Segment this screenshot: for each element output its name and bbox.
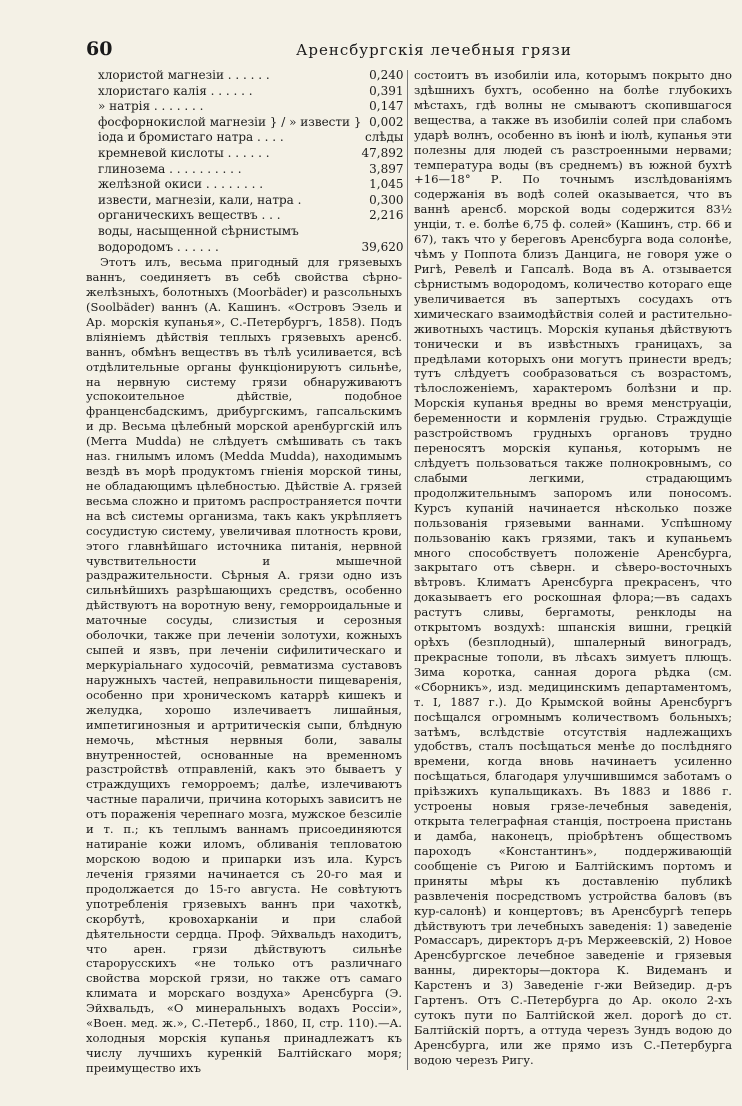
analysis-name: глинозема . . . . . . . . . . — [98, 161, 242, 176]
table-row — [98, 68, 421, 84]
analysis-value: 39,620 — [361, 239, 404, 254]
table-row — [98, 99, 421, 115]
table-row — [98, 162, 421, 178]
analysis-name: кремневой кислоты . . . . . . — [98, 145, 270, 160]
analysis-value: 0,300 — [369, 192, 404, 207]
column-divider — [407, 70, 408, 1070]
body-text-right: состоитъ въ изобиліи ила, которымъ покрыто дно здѣшнихъ бухтъ, особенно на болѣе глубокихъ мѣстахъ, гдѣ волны не смываютъ скопившагося вещества, а также въ изобиліи солей при слабомъ ударѣ волнъ, особенно въ іюнѣ и іюлѣ, купанья эти полезны для людей съ разстроенными нервами; температура воды (въ среднемъ) въ южной бухтѣ +16—18° Р. По точнымъ изслѣдованіямъ содержанія въ водѣ солей оказывается, что въ ваннѣ аренсб. морской воды содержится 83½ унціи, т. е. болѣе 6,75 ф. солей» (Кашинъ, стр. 66 и 67), такъ что у береговъ Аренсбурга вода солонѣе, чѣмъ у Поппота близъ Данцига, не говоря уже о Ригѣ, Ревелѣ и Гапсалѣ. Вода въ А. отзывается сѣрнистымъ водородомъ, количество котораго еще увеличивается въ запертыхъ сосудахъ отъ химическаго взаимодѣйствія солей и растительно-животныхъ частицъ. Морскія купанья дѣйствуютъ тонически и въ извѣстныхъ границахъ, за предѣлами которыхъ они могутъ принести вредъ; тутъ слѣдуетъ сообразоваться съ возрастомъ, тѣлосложеніемъ, характеромъ болѣзни и пр. Морскія купанья вредны во время менструаціи, беременности и кормленія грудью. Страждущіе разстройствомъ грудныхъ органовъ трудно переносятъ морскія купанья, которымъ не слѣдуетъ пользоваться также полнокровнымъ, со слабыми легкими, страдающимъ продолжительнымъ запоромъ или поносомъ. Курсъ купаній начинается нѣсколько позже пользованія грязевыми ваннами. Успѣшному пользованію какъ грязями, такъ и купаньемъ много способствуетъ положеніе Аренсбурга, закрытаго отъ сѣверн. и сѣверо-восточныхъ вѣтровъ. Климатъ Аренсбурга прекрасенъ, что доказываетъ его роскошная флора;—въ садахъ растутъ сливы, бергамоты, ренклоды на открытомъ воздухѣ: шпанскія вишни, грецкій орѣхъ (безплодный), шпалерный виноградъ, прекрасные тополи, въ лѣсахъ зимуетъ плющъ. Зима коротка, санная дорога рѣдка (см. «Сборникъ», изд. медицинскимъ департаментомъ, т. I, 1887 г.). До Крымской войны Аренсбургъ посѣщался огромнымъ количествомъ больныхъ; затѣмъ, вслѣдствіе отсутствія надлежащихъ удобствъ, сталъ посѣщаться менѣе до послѣдняго времени, когда вновь начинаетъ усиленно посѣщаться, благодаря улучшившимся заботамъ о пріѣзжихъ купальщикахъ. Въ 1883 и 1886 г. устроены новыя грязе-лечебныя заведенія, открыта телеграфная станція, построена пристань и дамба, наконецъ, пріобрѣтенъ обществомъ пароходъ «Константинъ», поддерживающій сообщеніе съ Ригою и Балтійскимъ портомъ и приняты мѣры къ доставленію публикѣ развлеченія посредствомъ устройства баловъ (въ кур-салонѣ) и концертовъ; въ Аренсбургѣ теперь дѣйствуютъ три лечебныхъ заведенія: 1) заведеніе Ромассаръ, директоръ д-ръ Мержеевскій, 2) Новое Аренсбургское лечебное заведеніе и грязевыя ванны, директоры—доктора К. Видеманъ и Карстенъ и 3) Заведеніе г-жи Вейзедир. д-ръ Гартенъ. Отъ С.-Петербурга до Ар. около 2-хъ сутокъ пути по Балтійской жел. дорогѣ до ст. Балтійскій портъ, а оттуда черезъ Зундъ водою до Аренсбурга, или же прямо изъ С.-Петербурга водою черезъ Ригу. — [414, 68, 732, 1067]
analysis-name: іода и бромистаго натра . . . . — [98, 130, 284, 145]
table-row — [98, 177, 421, 193]
analysis-name: фосфорнокислой магнезіи } / » извести } — [98, 114, 362, 129]
analysis-value: 0,002 — [369, 114, 404, 129]
table-row — [98, 146, 421, 162]
analysis-name: воды, насыщенной сѣрнистымъ водородомъ . . . . . . — [98, 223, 299, 254]
table-row — [98, 193, 421, 209]
analysis-name: » натрія . . . . . . . — [98, 99, 204, 114]
table-row — [98, 130, 421, 146]
table-row — [98, 224, 421, 255]
analysis-name: извести, магнезіи, кали, натра . — [98, 192, 302, 207]
analysis-value: 47,892 — [361, 145, 404, 160]
left-column — [86, 68, 402, 1076]
page-number: 60 — [86, 38, 113, 60]
page-header — [86, 38, 702, 64]
table-row — [98, 115, 421, 131]
body-text-left: Этотъ илъ, весьма пригодный для грязевыхъ ваннъ, соединяетъ въ себѣ свойства сѣрно-желѣзныхъ, болотныхъ (Moorbäder) и разсольныхъ (Soolbäder) ваннъ (А. Кашинъ. «Островъ Эзель и Ар. морскія купанья», С.-Петербургъ, 1858). Подъ вліяніемъ дѣйствія теплыхъ грязевыхъ аренсб. ваннъ, обмѣнъ веществъ въ тѣлѣ усиливается, всѣ отдѣлительные органы функціонируютъ сильнѣе, на нервную систему грязи обнаруживаютъ успокоительное дѣйствіе, подобное франценсбадскимъ, дрибургскимъ, гапсальскимъ и др. Весьма цѣлебный морской аренбургскій илъ (Merra Mudda) не слѣдуетъ смѣшивать съ такъ наз. гнилымъ иломъ (Medda Mudda), находимымъ вездѣ въ морѣ продуктомъ гніенія морской тины, не обладающимъ цѣлебностью. Дѣйствіе А. грязей весьма сложно и притомъ распространяется почти на всѣ системы организма, такъ какъ укрѣпляетъ сосудистую систему, увеличивая плотность крови, этого главнѣйшаго источника питанія, нервной чувствительности и мышечной раздражительности. Сѣрныя А. грязи одно изъ сильнѣйшихъ разрѣшающихъ средствъ, особенно дѣйствуютъ на воротную вену, геморроидальные и маточные сосуды, слизистыя и серозныя оболочки, также при леченіи золотухи, кожныхъ сыпей и язвъ, при леченіи сифилитическаго и меркуріальнаго худосочій, ревматизма суставовъ наружныхъ частей, неправильности пищеваренія, особенно при хроническомъ катаррѣ кишекъ и желудка, хорошо излечиваетъ лишайныя, импетигинозныя и артритическія сыпи, блѣдную немочь, мѣстныя нервныя боли, завалы внутренностей, основанные на временномъ разстройствѣ отправленій, какъ это бываетъ у страждущихъ геморроемъ; далѣе, излечиваютъ частные параличи, причина которыхъ зависитъ не отъ пораженія черепнаго мозга, мужское безсиліе и т. п.; къ теплымъ ваннамъ присоединяются натираніе кожи иломъ, обливанія тепловатою морскою водою и припарки изъ ила. Курсъ леченія грязями начинается съ 20-го мая и продолжается до 15-го августа. Не совѣтуютъ употребленія грязевыхъ ваннъ при чахоткѣ, скорбутѣ, кровохарканіи и при слабой дѣятельности сердца. Проф. Эйхвальдъ находитъ, что арен. грязи дѣйствуютъ сильнѣе старорусскихъ «не только отъ различнаго свойства морской грязи, но также отъ самаго климата и морскаго воздуха» Аренсбурга (Э. Эйхвальдъ, «О минеральныхъ водахъ Россіи», «Воен. мед. ж.», С.-Петерб., 1860, II, стр. 110).—А. холодныя морскія купанья принадлежатъ къ числу лучшихъ куренкій Балтійскаго моря; преимущество ихъ — [86, 255, 402, 1075]
running-title: Аренсбургскія лечебныя грязи — [296, 41, 572, 59]
analysis-value: 2,216 — [369, 208, 404, 223]
right-column — [414, 68, 732, 1068]
analysis-value: 0,391 — [369, 83, 404, 98]
analysis-name: органическихъ веществъ . . . — [98, 208, 281, 223]
analysis-value: слѣды — [364, 130, 404, 145]
analysis-name: хлористой магнезіи . . . . . . — [98, 68, 270, 82]
analysis-value: 0,240 — [369, 68, 404, 82]
analysis-value: 0,147 — [369, 99, 404, 114]
analysis-value: 1,045 — [369, 177, 404, 192]
analysis-name: желѣзной окиси . . . . . . . . — [98, 177, 264, 192]
analysis-table — [98, 68, 421, 255]
table-row — [98, 84, 421, 100]
analysis-value: 3,897 — [369, 161, 404, 176]
analysis-name: хлористаго калія . . . . . . — [98, 83, 253, 98]
table-row — [98, 208, 421, 224]
